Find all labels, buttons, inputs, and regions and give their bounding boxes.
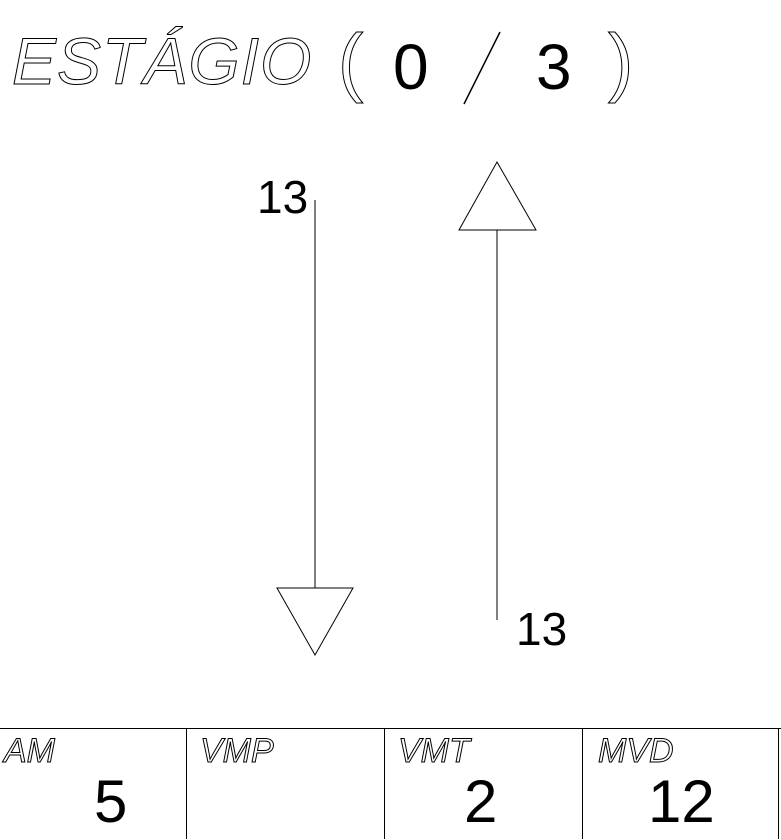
footer-label: MVD [598, 732, 674, 770]
up-arrow-label: 13 [516, 603, 568, 655]
close-paren: ) [608, 19, 634, 104]
footer-value: 5 [94, 768, 128, 835]
footer-value: 2 [464, 768, 498, 835]
down-arrow-icon [277, 200, 353, 655]
current-stage-value: 0 [393, 31, 429, 103]
up-arrow-icon [459, 162, 536, 620]
footer-label: VMP [200, 732, 274, 770]
footer-cell-vmp [186, 728, 384, 839]
stage-title-label: ESTÁGIO [12, 24, 313, 98]
footer-label: VMT [398, 732, 470, 770]
down-arrow-label: 13 [257, 171, 309, 223]
footer-value: 12 [648, 768, 715, 835]
footer-cell-mvd [582, 728, 781, 839]
open-paren: ( [338, 19, 364, 104]
footer-cell-vmt [384, 728, 582, 839]
footer-cell-am [0, 728, 186, 839]
footer-label: AM [4, 732, 55, 770]
total-stages-value: 3 [536, 31, 572, 103]
footer-divider [778, 728, 779, 839]
